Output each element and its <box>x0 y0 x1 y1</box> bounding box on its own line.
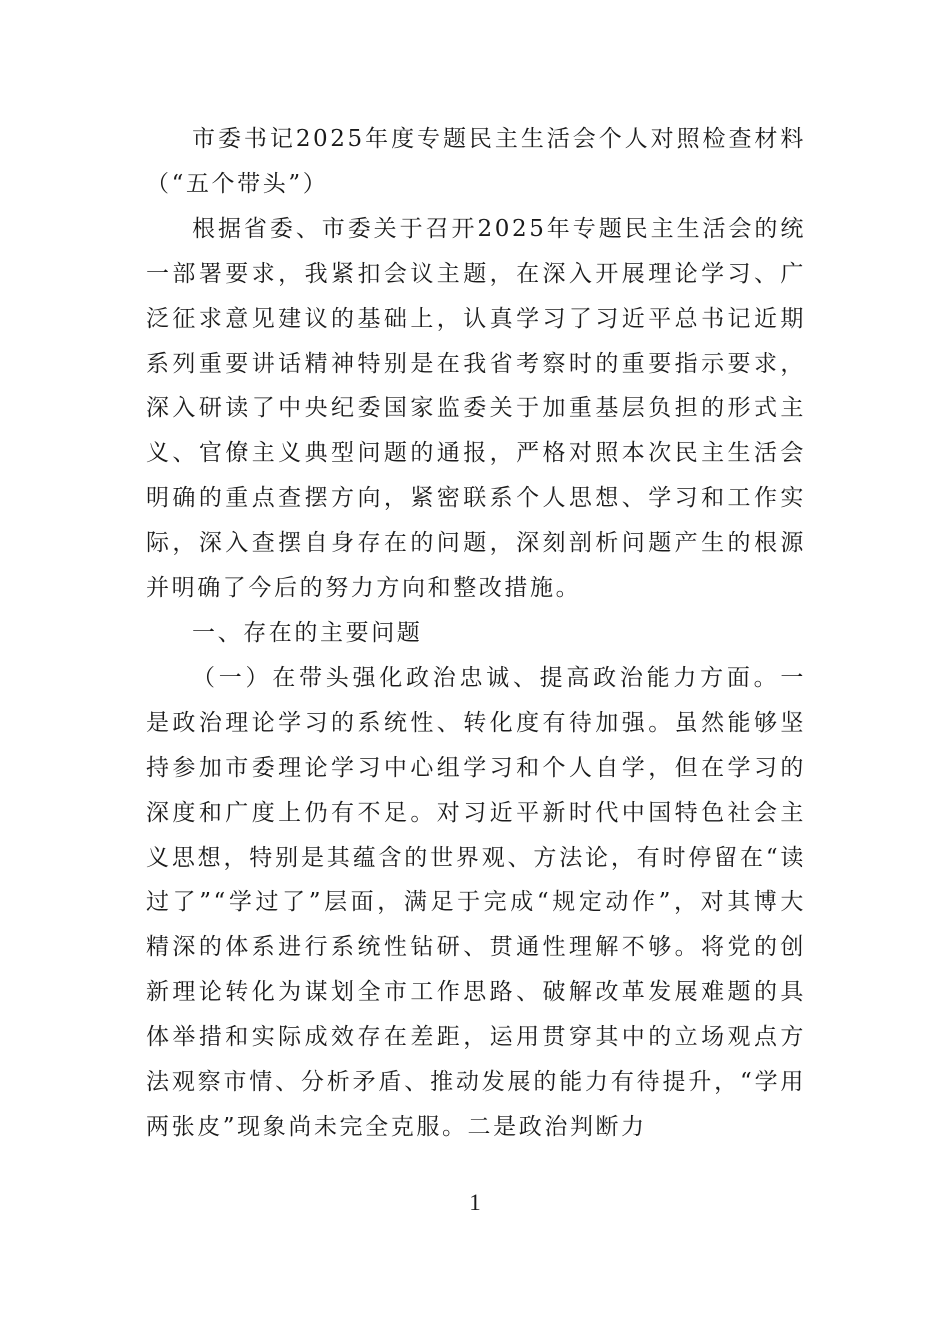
section-paragraph: （一）在带头强化政治忠诚、提高政治能力方面。一是政治理论学习的系统性、转化度有待加强。虽然能够坚持参加市委理论学习中心组学习和个人自学，但在学习的深度和广度上仍有不足。对习近平新时代中国特色社会主义思想，特别是其蕴含的世界观、方法论，有时停留在“读过了”“学过了”层面，满足于完成“规定动作”，对其博大精深的体系进行系统性钻研、贯通性理解不够。将党的创新理论转化为谋划全市工作思路、破解改革发展难题的具体举措和实际成效存在差距，运用贯穿其中的立场观点方法观察市情、分析矛盾、推动发展的能力有待提升，“学用两张皮”现象尚未完全克服。二是政治判断力 <box>146 664 806 1140</box>
section-heading: 一、存在的主要问题 <box>192 619 423 646</box>
document-title: 市委书记2025年度专题民主生活会个人对照检查材料（“五个带头”） <box>146 126 806 197</box>
document-body <box>146 117 806 1150</box>
intro-paragraph: 根据省委、市委关于召开2025年专题民主生活会的统一部署要求，我紧扣会议主题，在深入开展理论学习、广泛征求意见建议的基础上，认真学习了习近平总书记近期系列重要讲话精神特别是在我省考察时的重要指示要求，深入研读了中央纪委国家监委关于加重基层负担的形式主义、官僚主义典型问题的通报，严格对照本次民主生活会明确的重点查摆方向，紧密联系个人思想、学习和工作实际，深入查摆自身存在的问题，深刻剖析问题产生的根源并明确了今后的努力方向和整改措施。 <box>146 215 806 602</box>
page-number: 1 <box>469 1190 481 1215</box>
